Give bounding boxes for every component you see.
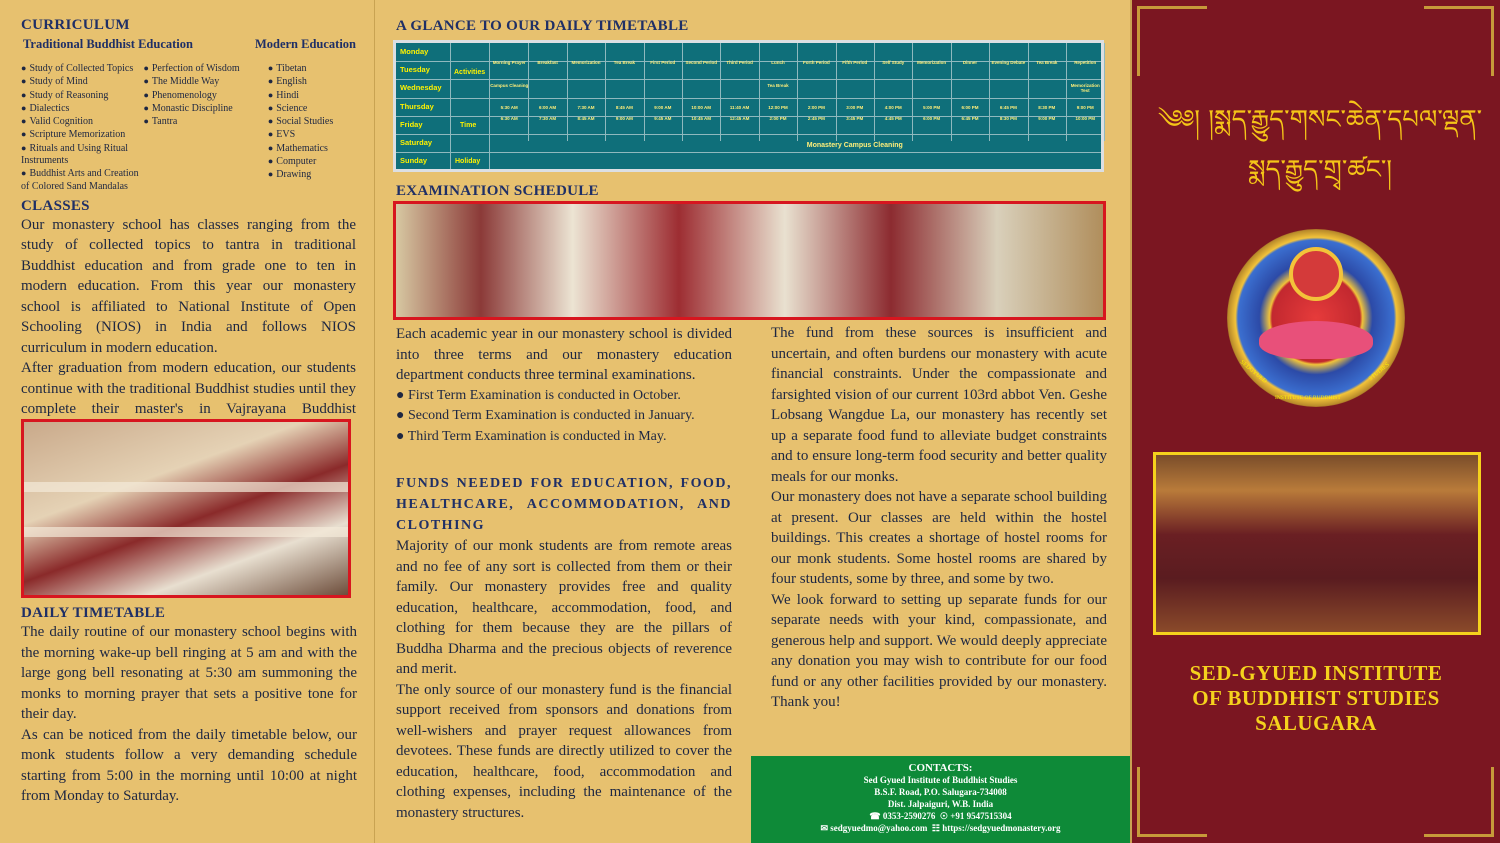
exam-title: EXAMINATION SCHEDULE <box>396 183 599 199</box>
grid-col-line <box>720 43 721 141</box>
end-time: 4:45 PM <box>884 116 902 121</box>
modern-heading: Modern Education <box>254 37 356 51</box>
activities-label: Activities <box>454 69 486 76</box>
activity-name: Morning Prayer <box>492 60 526 65</box>
curriculum-item: ● Study of Collected Topics <box>21 62 143 75</box>
grid-col-line <box>759 43 760 141</box>
contact-name: Sed Gyued Institute of Buddhist Studies <box>863 775 1018 785</box>
day-label: Saturday <box>400 138 433 147</box>
exam-block <box>396 324 732 823</box>
classroom-photo <box>21 419 351 598</box>
curriculum-lists <box>21 62 356 193</box>
grid-col-line <box>836 43 837 141</box>
traditional-heading: Traditional Buddhist Education <box>23 37 193 51</box>
contacts-box <box>751 756 1130 843</box>
emblem-text-bottom: INSTITUTE OF BUDDHIST <box>1275 395 1341 401</box>
saturday-note: Monastery Campus Cleaning <box>806 142 903 149</box>
curriculum-item: ● Social Studies <box>268 115 356 128</box>
curriculum-item: ● English <box>268 75 356 88</box>
funds-paragraph-2: The only source of our monastery fund is the financial support received from sponsors and donations from well-wishers and prayer request allowances from devotees. These funds are directly utilized to cover the education, healthcare, food, accommodation and clothing expenses, including the maintenance of the monastery structures. <box>396 681 732 821</box>
contact-website[interactable]: https://sedgyuedmonastery.org <box>942 823 1061 833</box>
daily-paragraph-1: The daily routine of our monastery school begins with the morning wake-up bell ringing at 5 am and with the large gong bell resonating at 5:30 am summoning the monks to morning prayer that sets a positive tone for their day. <box>21 624 357 722</box>
day-label: Thursday <box>400 101 434 111</box>
memorization-test-label: Memorization Test <box>1070 83 1100 93</box>
daily-timetable-title: DAILY TIMETABLE <box>21 605 166 621</box>
tibetan-line-2: སྨད་རྒྱུད་གྲྭ་ཚང་། <box>1247 155 1393 185</box>
curriculum-item: ● Study of Reasoning <box>21 89 143 102</box>
day-label: Monday <box>400 47 429 56</box>
end-time: 2:00 PM <box>769 116 787 121</box>
activity-name: Self Study <box>882 60 905 65</box>
start-time: 4:00 PM <box>884 105 902 110</box>
group-photo <box>1153 452 1481 635</box>
activity-name: Third Period <box>726 60 753 65</box>
modern-list <box>268 62 356 193</box>
funds-title: FUNDS NEEDED FOR EDUCATION, FOOD, HEALTHCARE, ACCOMMODATION, AND CLOTHING <box>396 476 732 533</box>
start-time: 2:00 PM <box>807 105 825 110</box>
funds-paragraph-1: Majority of our monk students are from remote areas and no fee of any sort is collected from them or their family. Our monastery provides free and quality education, healthcare, accommodation, food, and clothing for them because they are the pillars of Buddha Dharma and the precious objects of reverence and merit. <box>396 538 732 677</box>
emblem-text-left: SEDGYUED <box>1238 359 1268 385</box>
emblem-text-right: STUDIES <box>1367 361 1391 383</box>
start-time: 12:00 PM <box>768 105 788 110</box>
contacts-title: CONTACTS: <box>908 762 973 774</box>
start-time: 11:40 AM <box>729 105 750 110</box>
tibetan-title <box>1140 95 1500 195</box>
curriculum-item: ● Hindi <box>268 89 356 102</box>
grid-col-line <box>567 43 568 141</box>
tea-break-label: Tea Break <box>767 83 789 88</box>
grid-row-line <box>396 134 1101 135</box>
curriculum-item: ● Perfection of Wisdom <box>143 62 267 75</box>
curriculum-item: ● Phenomenology <box>143 89 267 102</box>
activity-name: Lunch <box>771 60 785 65</box>
start-time: 7:30 AM <box>577 105 595 110</box>
grid-row-line <box>396 79 1101 80</box>
start-time: 6:00 PM <box>961 105 979 110</box>
contact-district: Dist. Jalpaiguri, W.B. India <box>887 799 994 809</box>
curriculum-title: CURRICULUM <box>21 17 130 33</box>
corner-ornament-bottom-left <box>1137 767 1207 837</box>
contact-online <box>751 822 1130 834</box>
activity-name: Tea Break <box>1036 60 1058 65</box>
corner-ornament-top-right <box>1424 6 1494 76</box>
start-time: 6:45 PM <box>999 105 1017 110</box>
funds-paragraph-3: The fund from these sources is insufficient and uncertain, and often burdens our monastery with acute financial constraints. Under the compassionate and farsighted vision of our current 103rd abbot Ven. Geshe Lobsang Wangdue La, our monastery has recently set up a separate food fund to alleviate budget constraints and to ensure long-term food security and better quality meals for our monks. <box>771 325 1107 485</box>
end-time: 8:30 PM <box>999 116 1017 121</box>
grid-col-line <box>912 43 913 141</box>
curriculum-item: ● Tibetan <box>268 62 356 75</box>
funds-paragraph-5: We look forward to setting up separate funds for our separate needs with your kind, compassionate, and generous help and support. We would deeply appreciate any donation you may wish to contribute for our food fund or any other facilities provided by our monastery. Thank you! <box>771 591 1107 710</box>
activity-name: Fifth Period <box>842 60 868 65</box>
grid-col-line <box>644 43 645 141</box>
grid-col-line <box>682 43 683 141</box>
end-time: 9:45 AM <box>654 116 672 121</box>
traditional-list-2 <box>143 62 267 193</box>
institute-line-3: SALUGARA <box>1255 711 1377 735</box>
mobile-icon: ☉ <box>939 811 948 821</box>
grid-col-line <box>450 43 451 169</box>
globe-icon: ☷ <box>931 823 940 833</box>
glance-title: A GLANCE TO OUR DAILY TIMETABLE <box>396 18 689 34</box>
grid-col-line <box>528 43 529 141</box>
end-time: 10:00 PM <box>1075 116 1095 121</box>
timetable-grid <box>393 40 1104 172</box>
classes-paragraph-2: After graduation from modern education, our students continue with the traditional Buddhist studies until they complete their master's in Vajrayana Buddhist <box>21 360 356 418</box>
corner-ornament-bottom-right <box>1424 767 1494 837</box>
traditional-list-1 <box>21 62 143 193</box>
grid-row-line <box>396 152 1101 153</box>
curriculum-item: ● The Middle Way <box>143 75 267 88</box>
day-label: Wednesday <box>400 83 442 93</box>
start-time: 5:00 PM <box>923 105 941 110</box>
classes-title: CLASSES <box>21 197 90 214</box>
activity-name: Breakfast <box>537 60 558 65</box>
end-time: 2:45 PM <box>807 116 825 121</box>
holiday-label: Holiday <box>455 158 481 165</box>
start-time: 6:00 AM <box>539 105 557 110</box>
dharma-wheel-icon <box>1289 247 1343 301</box>
day-label: Friday <box>400 119 423 129</box>
end-time: 12:45 AM <box>729 116 750 121</box>
activity-name: Tea Break <box>613 60 635 65</box>
activity-name: Memorization <box>917 60 947 65</box>
curriculum-item: ● Science <box>268 102 356 115</box>
email-icon: ✉ <box>820 823 829 833</box>
end-time: 6:00 PM <box>923 116 941 121</box>
classes-paragraph-1: Our monastery school has classes ranging from the study of collected topics to tantra in traditional Buddhist education and from grade one to ten in modern education. From this year our monastery school is affiliated to National Institute of Open Schooling (NIOS) in India and follows NIOS curriculum in modern education. <box>21 216 356 356</box>
institute-emblem <box>1227 229 1405 407</box>
curriculum-item: ● Tantra <box>143 115 267 128</box>
grid-col-line <box>1104 43 1105 141</box>
time-label: Time <box>460 122 477 129</box>
activity-name: Second Period <box>685 60 717 65</box>
end-time: 7:30 AM <box>539 116 557 121</box>
grid-col-line <box>989 43 990 141</box>
contact-mobile[interactable]: +91 9547515304 <box>950 811 1012 821</box>
grid-col-line <box>605 43 606 141</box>
funds-right-block <box>771 323 1107 713</box>
activity-name: Memorization <box>571 60 601 65</box>
end-time: 3:45 PM <box>846 116 864 121</box>
day-label: Tuesday <box>400 65 430 75</box>
curriculum-item: ● Buddhist Arts and Creation of Colored Sand Mandalas <box>21 167 143 193</box>
contact-phones <box>751 810 1130 822</box>
end-time: 10:45 AM <box>691 116 711 121</box>
daily-paragraph-2: As can be noticed from the daily timetable below, our monk students follow a very demanding schedule starting from 5:00 in the morning until 10:00 at night from Monday to Saturday. <box>21 726 357 804</box>
end-time: 6:30 AM <box>500 116 518 121</box>
tibetan-line-1: ༄༅། །སྨད་རྒྱུད་གསང་ཆེན་དཔལ་ལྡན་ <box>1157 105 1483 135</box>
exam-intro: Each academic year in our monastery school is divided into three terms and our monastery education department conducts three terminal examinations. <box>396 326 732 383</box>
start-time: 3:00 PM <box>846 105 864 110</box>
institute-line-1: SED-GYUED INSTITUTE <box>1189 661 1443 685</box>
curriculum-item: ● Mathematics <box>268 142 356 155</box>
grid-row-line <box>396 98 1101 99</box>
funds-paragraph-4: Our monastery does not have a separate school building at present. Our classes are held within the hostel buildings. This creates a shortage of hostel rooms for our monk students. Some hostel rooms are shared by four students, some by three, and some by two. <box>771 489 1107 587</box>
start-time: 8:30 PM <box>1038 105 1056 110</box>
end-time: 6:45 PM <box>961 116 979 121</box>
corner-ornament-top-left <box>1137 6 1207 76</box>
grid-col-line <box>1028 43 1029 141</box>
phone-icon: ☎ <box>869 811 881 821</box>
activity-name: Forth Period <box>803 60 830 65</box>
left-panel <box>0 0 375 843</box>
start-time: 5:30 AM <box>500 105 518 110</box>
grid-col-line <box>951 43 952 141</box>
start-time: 9:00 AM <box>654 105 672 110</box>
exam-item: ● Third Term Examination is conducted in May. <box>396 428 667 444</box>
exam-item: ● Second Term Examination is conducted in January. <box>396 408 695 423</box>
curriculum-item: ● Scripture Memorization <box>21 128 143 141</box>
curriculum-item: ● Computer <box>268 155 356 168</box>
activity-name: Evening Debate <box>991 60 1026 65</box>
activity-name: Dinner <box>962 60 978 65</box>
curriculum-item: ● EVS <box>268 128 356 141</box>
exam-hall-photo <box>393 201 1106 320</box>
day-label: Sunday <box>400 156 428 166</box>
end-time: 8:45 AM <box>577 116 595 121</box>
institute-name <box>1132 661 1500 736</box>
start-time: 9:00 PM <box>1076 105 1094 110</box>
curriculum-item: ● Study of Mind <box>21 75 143 88</box>
curriculum-item: ● Rituals and Using Ritual Instruments <box>21 142 143 168</box>
start-time: 10:00 AM <box>691 105 711 110</box>
end-time: 9:00 PM <box>1038 116 1056 121</box>
exam-item: ● First Term Examination is conducted in October. <box>396 387 681 403</box>
curriculum-item: ● Valid Cognition <box>21 115 143 128</box>
start-time: 8:45 AM <box>615 105 633 110</box>
contact-email[interactable]: sedgyuedmo@yahoo.com <box>830 823 928 833</box>
exam-list <box>396 386 732 448</box>
curriculum-headings <box>21 37 356 52</box>
curriculum-item: ● Drawing <box>268 168 356 181</box>
grid-col-line <box>797 43 798 141</box>
curriculum-item: ● Monastic Discipline <box>143 102 267 115</box>
lotus-icon <box>1259 321 1373 359</box>
end-time: 9:00 AM <box>615 116 633 121</box>
curriculum-item: ● Dialectics <box>21 102 143 115</box>
activity-name: First Period <box>650 60 676 65</box>
institute-line-2: OF BUDDHIST STUDIES <box>1192 686 1440 710</box>
activity-name: Repetition <box>1074 60 1097 65</box>
campus-cleaning-label: Campus Cleaning <box>490 83 529 88</box>
contact-phone[interactable]: 0353-2590276 <box>882 811 936 821</box>
contact-address: B.S.F. Road, P.O. Salugara-734008 <box>874 787 1007 797</box>
grid-col-line <box>874 43 875 141</box>
